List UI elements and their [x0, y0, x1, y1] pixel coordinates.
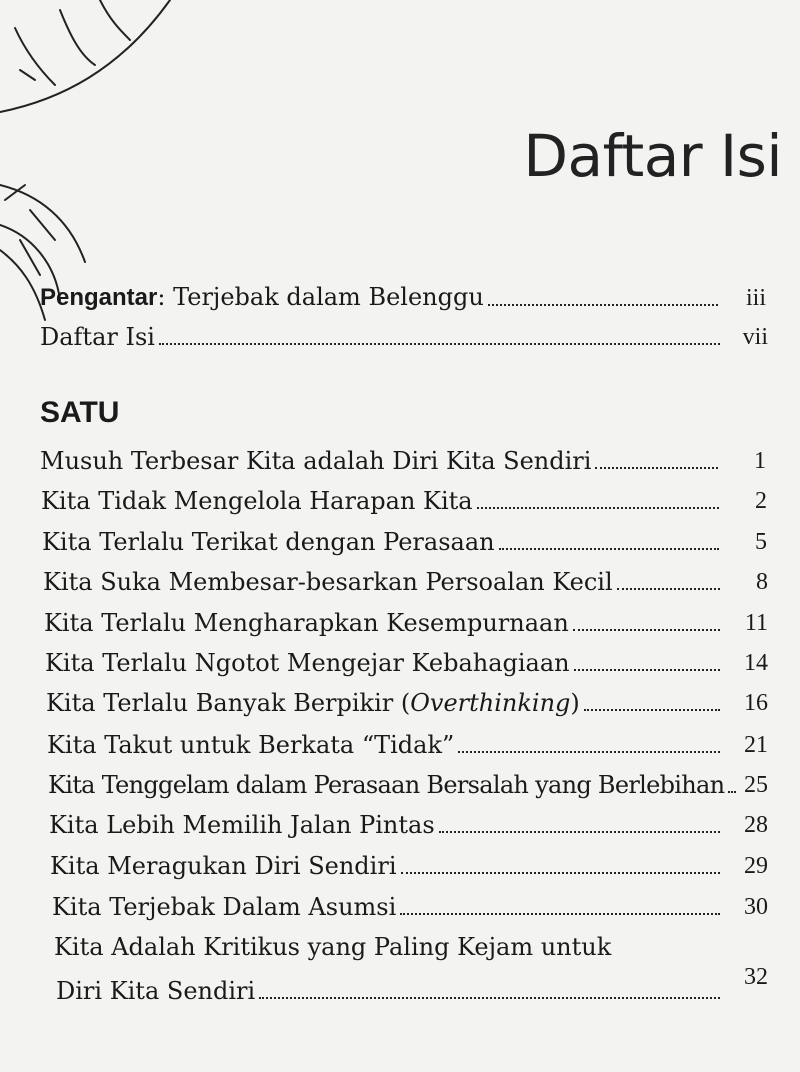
section-heading: SATU	[40, 396, 120, 429]
toc-page-number: 8	[756, 569, 768, 595]
leader-dots	[401, 872, 721, 874]
toc-page-number: iii	[745, 285, 766, 311]
toc-entry-line1[interactable]: Kita Adalah Kritikus yang Paling Kejam untuk	[54, 933, 612, 961]
toc-entry-label: : Terjebak dalam Belenggu	[157, 283, 484, 311]
toc-entry-daftar-isi[interactable]	[40, 322, 768, 352]
toc-entry-label: Kita Tenggelam dalam Perasaan Bersalah yang Berlebihan	[48, 771, 725, 799]
toc-entry[interactable]	[48, 770, 768, 800]
leader-dots	[458, 751, 720, 753]
toc-entry[interactable]	[46, 688, 768, 718]
toc-entry[interactable]	[40, 446, 766, 476]
toc-entry-label: Kita Terlalu Mengharapkan Kesempurnaan	[44, 609, 569, 637]
toc-entry-label: Kita Terjebak Dalam Asumsi	[52, 893, 397, 921]
toc-entry-label-end: )	[570, 689, 580, 717]
toc-entry[interactable]	[41, 486, 767, 516]
toc-page-number: 21	[744, 732, 768, 758]
toc-entry-label: Kita Terlalu Banyak Berpikir (	[46, 689, 411, 717]
toc-page-number: 25	[744, 772, 768, 798]
page-title: Daftar Isi	[523, 122, 782, 190]
leader-dots	[574, 669, 720, 671]
leader-dots	[617, 588, 720, 590]
toc-entry-label: Kita Meragukan Diri Sendiri	[50, 852, 397, 880]
leader-dots	[584, 709, 720, 711]
toc-entry-bold-label: Pengantar	[40, 284, 158, 311]
leader-dots	[400, 913, 720, 915]
toc-page-number: 1	[754, 448, 766, 474]
toc-entry-label: Kita Takut untuk Berkata “Tidak”	[47, 731, 455, 759]
toc-entry-label: Diri Kita Sendiri	[56, 977, 256, 1005]
toc-entry-pengantar[interactable]	[40, 282, 766, 313]
toc-page-number: 30	[744, 894, 768, 920]
leader-dots	[439, 831, 720, 833]
toc-page-number: 29	[744, 853, 768, 879]
toc-entry-label: Kita Suka Membesar-besarkan Persoalan Kecil	[43, 568, 613, 596]
toc-page-number: 16	[744, 690, 768, 716]
toc-entry-label: Kita Tidak Mengelola Harapan Kita	[41, 487, 473, 515]
toc-entry[interactable]	[47, 730, 768, 760]
toc-page-number: 32	[744, 964, 768, 990]
leader-dots	[477, 507, 719, 509]
toc-entry[interactable]	[45, 648, 768, 678]
toc-entry-label: Kita Lebih Memilih Jalan Pintas	[49, 811, 435, 839]
toc-entry-italic: Overthinking	[410, 689, 571, 717]
toc-entry[interactable]	[49, 810, 768, 840]
toc-entry-label: Kita Terlalu Ngotot Mengejar Kebahagiaan	[45, 649, 570, 677]
leaf-illustration	[0, 0, 230, 330]
toc-entry-label: Kita Terlalu Terikat dengan Perasaan	[42, 528, 495, 556]
leader-dots	[499, 548, 719, 550]
leader-dots	[259, 997, 720, 999]
toc-entry-label: Musuh Terbesar Kita adalah Diri Kita Sendiri	[40, 447, 592, 475]
leader-dots	[159, 343, 720, 345]
toc-entry-label: Daftar Isi	[40, 323, 155, 351]
toc-page-number: 14	[744, 650, 768, 676]
toc-entry[interactable]	[42, 527, 767, 557]
toc-entry[interactable]	[44, 608, 768, 638]
toc-entry[interactable]	[56, 964, 768, 1006]
toc-page-number: vii	[742, 324, 768, 350]
toc-page-number: 5	[755, 529, 767, 555]
leader-dots	[573, 629, 720, 631]
toc-entry[interactable]	[52, 892, 768, 922]
leader-dots	[595, 467, 718, 469]
toc-page-number: 11	[744, 610, 768, 636]
toc-page-number: 28	[744, 812, 768, 838]
leader-dots	[728, 791, 736, 793]
leader-dots	[488, 304, 718, 306]
toc-entry[interactable]	[43, 567, 768, 597]
toc-entry[interactable]	[50, 851, 768, 881]
toc-page-number: 2	[755, 488, 767, 514]
